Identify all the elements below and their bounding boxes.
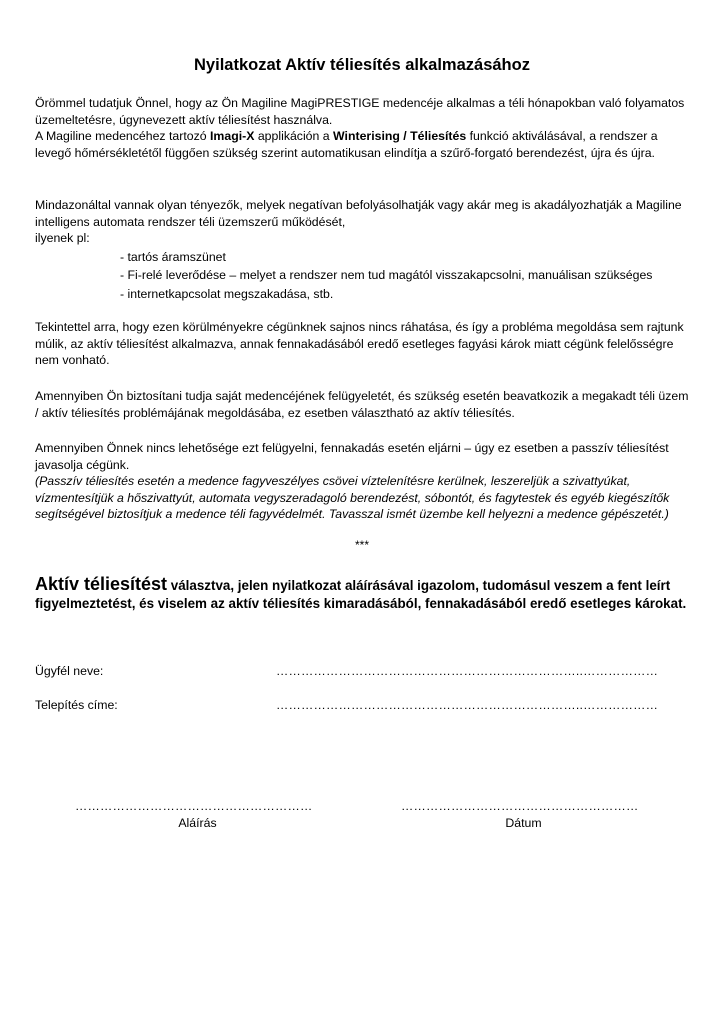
insurance-paragraph: Amennyiben Ön biztosítani tudja saját medencéjének felügyeletét, és szükség esetén beavatkozik a megakadt téli üzem / aktív téliesítés problémájának megoldásába, ez esetben választható az aktív téliesítés. — [35, 389, 689, 420]
function-name: Winterising / Téliesítés — [333, 129, 467, 144]
declaration-text: választva, jelen nyilatkozat aláírásával igazolom, tudomásul veszem a fent leírt figyelmeztetést, és viselem az aktív téliesítés kimaradásából, fennakadásából eredő esetleges károkat. — [35, 578, 687, 611]
customer-name-field[interactable]: ………………………………………………………………..……………… — [276, 664, 659, 678]
passive-note: (Passzív téliesítés esetén a medence fagyveszélyes csövei víztelenítésre kerülnek, leszereljük a szivattyúkat, vízmentesítjük a hőszivattyút, automata vegyszeradagoló berendezést, sóbontót, és fagytestek és egyéb kiegészítők segítségével biztosítjuk a medence téli fagyvédelmét. Tavasszal ismét üzembe kell helyezni a medence gépészetét.) — [35, 474, 670, 522]
factors-text: Mindazonáltal vannak olyan tényezők, melyek negatívan befolyásolhatják vagy akár meg is akadályozhatják a Magiline intelligens automata rendszer téli üzemszerű működését, — [35, 198, 682, 229]
separator: *** — [354, 538, 369, 552]
signature-field[interactable]: ………………………………………………… — [75, 799, 313, 813]
date-field[interactable]: ………………………………………………… — [401, 799, 639, 813]
intro-line-1: Örömmel tudatjuk Önnel, hogy az Ön Magiline MagiPRESTIGE medencéje alkalmas a téli hónapokban való folyamatos üzemeltetésre, úgynevezett aktív téliesítést használva. — [35, 96, 685, 127]
signature-label: Aláírás — [178, 816, 217, 830]
passive-paragraph — [35, 440, 695, 523]
list-item: - tartós áramszünet — [120, 249, 226, 264]
liability-paragraph: Tekintettel arra, hogy ezen körülményekre cégünknek sajnos nincs ráhatása, és így a probléma megoldása sem rajtunk múlik, az aktív téliesítést alkalmazva, annak fennakadásából eredő esetleges fagyási károk miatt cégünk felelősségre nem vonható. — [35, 320, 684, 368]
installation-address-label: Telepítés címe: — [35, 698, 118, 712]
intro-paragraph — [35, 95, 695, 161]
factors-list — [35, 249, 695, 303]
date-label: Dátum — [505, 816, 542, 830]
installation-address-field[interactable]: ………………………………………………………………..……………… — [276, 698, 659, 712]
declaration — [35, 575, 695, 613]
app-name: Imagi-X — [210, 129, 255, 144]
passive-text: Amennyiben Önnek nincs lehetősége ezt felügyelni, fennakadás esetén eljárni – úgy ez esetben a passzív téliesítést javasolja cégünk. — [35, 441, 669, 472]
examples-label: ilyenek pl: — [35, 231, 90, 246]
intro-line-2: A Magiline medencéhez tartozó Imagi-X applikáción a Winterising / Téliesítés funkció aktiválásával, a rendszer a levegő hőmérsékletétől függően szükség szerint automatikusan elindítja a szűrő-forgató berendezést, újra és újra. — [35, 129, 658, 160]
customer-name-label: Ügyfél neve: — [35, 664, 104, 678]
declaration-lead: Aktív téliesítést — [35, 574, 168, 594]
list-item: - internetkapcsolat megszakadása, stb. — [120, 286, 334, 301]
list-item: - Fi-relé leverődése – melyet a rendszer nem tud magától visszakapcsolni, manuálisan szükséges — [120, 268, 653, 283]
page-title: Nyilatkozat Aktív téliesítés alkalmazásához — [194, 56, 530, 74]
factors-paragraph — [35, 197, 695, 303]
